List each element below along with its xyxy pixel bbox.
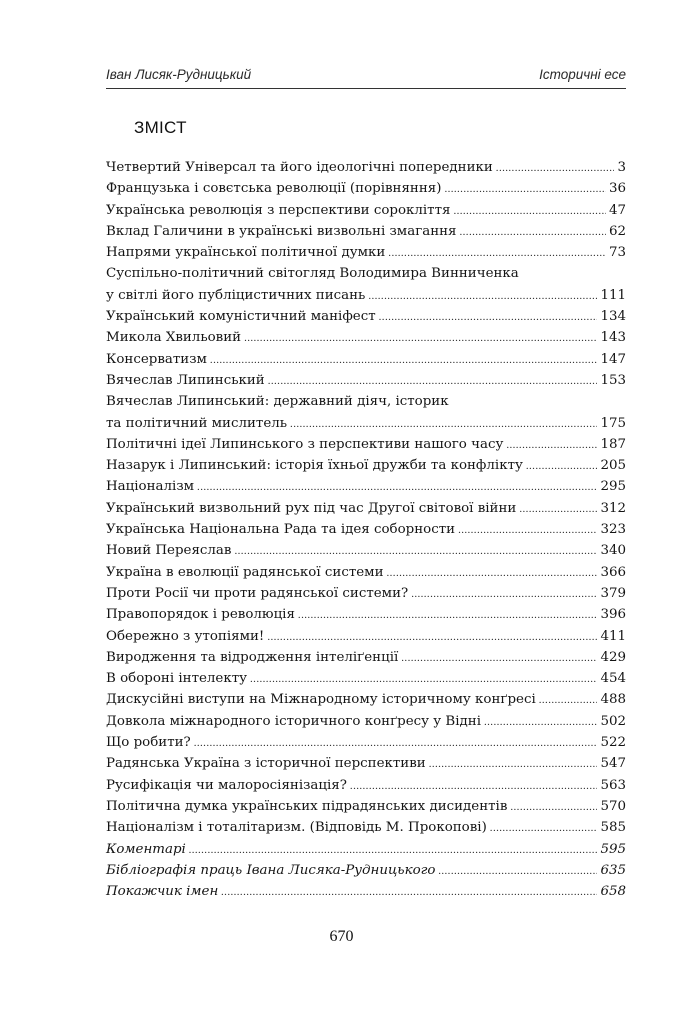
toc-entry[interactable] [106, 327, 626, 348]
toc-entry-page: 502 [600, 713, 626, 729]
toc-entry-page: 153 [600, 372, 626, 388]
toc-dot-leader [268, 371, 598, 392]
toc-entry-title: Назарук і Липинський: історія їхньої дружби та конфлікту [106, 458, 523, 474]
toc-entry-page: 379 [600, 585, 626, 601]
toc-entry-title: Проти Росії чи проти радянської системи? [106, 585, 409, 601]
toc-dot-leader [510, 797, 597, 818]
toc-dot-leader [453, 201, 606, 222]
toc-dot-leader [490, 818, 598, 839]
toc-dot-leader [519, 499, 597, 520]
toc-entry-title: Вячеслав Липинський: державний діяч, історик [106, 394, 449, 410]
toc-dot-leader [267, 627, 597, 648]
toc-entry[interactable] [106, 519, 626, 540]
toc-dot-leader [484, 712, 597, 733]
toc-dot-leader [506, 435, 597, 456]
toc-entry-title: Радянська Україна з історичної перспективи [106, 756, 426, 772]
toc-entry-page: 411 [600, 628, 626, 644]
toc-entry-title: Українська революція з перспективи сорокліття [106, 202, 451, 218]
toc-entry-page: 396 [600, 607, 626, 623]
toc-entry-page: 635 [600, 862, 626, 878]
toc-entry-title: В обороні інтелекту [106, 671, 248, 687]
toc-entry[interactable] [106, 562, 626, 583]
toc-entry-title: Політична думка українських підрадянських дисидентів [106, 798, 508, 814]
toc-entry[interactable] [106, 689, 626, 710]
toc-entry-page: 111 [600, 287, 626, 303]
toc-dot-leader [411, 584, 597, 605]
toc-entry-title: Коментарі [106, 841, 186, 857]
toc-dot-leader [194, 733, 598, 754]
toc-entry-title: Націоналізм і тоталітаризм. (Відповідь М. Прокопові) [106, 820, 487, 836]
toc-entry[interactable] [106, 413, 626, 434]
toc-entry-title: Політичні ідеї Липинського з перспективи нашого часу [106, 436, 504, 452]
toc-entry[interactable] [106, 498, 626, 519]
header-rule [106, 88, 626, 89]
toc-entry-title: Вячеслав Липинський [106, 372, 265, 388]
toc-entry-page: 570 [600, 798, 626, 814]
toc-entry-title: Довкола міжнародного історичного конґресу у Відні [106, 713, 481, 729]
toc-entry[interactable] [106, 349, 626, 370]
toc-entry[interactable] [106, 711, 626, 732]
toc-entry-page: 547 [600, 756, 626, 772]
toc-entry[interactable] [106, 775, 626, 796]
toc-entry-page: 143 [600, 330, 626, 346]
toc-dot-leader [438, 861, 597, 882]
toc-entry-title-line [106, 391, 626, 412]
toc-entry-page: 429 [600, 649, 626, 665]
toc-entry[interactable] [106, 476, 626, 497]
toc-entry-page: 147 [600, 351, 626, 367]
toc-entry-page: 205 [600, 458, 626, 474]
toc-entry-title: Бібліографія праць Івана Лисяка-Рудницького [106, 862, 436, 878]
toc-dot-leader [250, 669, 597, 690]
toc-entry-title: Четвертий Універсал та його ідеологічні попередники [106, 160, 493, 175]
toc-dot-leader [429, 754, 598, 775]
toc-entry-page: 175 [600, 415, 626, 431]
toc-entry-title: Українська Національна Рада та ідея соборности [106, 522, 456, 538]
toc-entry[interactable] [106, 178, 626, 199]
toc-entry[interactable] [106, 796, 626, 817]
toc-entry[interactable] [106, 817, 626, 838]
running-header [106, 67, 626, 87]
toc-entry-page: 340 [600, 543, 626, 559]
toc-entry-page: 454 [600, 671, 626, 687]
toc-entry[interactable] [106, 583, 626, 604]
header-author: Іван Лисяк-Рудницький [106, 67, 252, 82]
toc-dot-leader [444, 179, 606, 200]
toc-entry-title-line [106, 263, 626, 284]
page-title: ЗМІСТ [134, 118, 187, 137]
toc-dot-leader [539, 690, 598, 711]
toc-entry[interactable] [106, 434, 626, 455]
toc-dot-leader [350, 776, 598, 797]
toc-entry-title: Французька і совєтська революції (порівняння) [106, 181, 442, 197]
toc-dot-leader [197, 477, 597, 498]
toc-entry[interactable] [106, 455, 626, 476]
toc-entry-title: Суспільно-політичний світогляд Володимира Винниченка [106, 266, 519, 282]
toc-entry-page: 187 [600, 436, 626, 452]
toc-entry[interactable] [106, 839, 626, 860]
toc-entry-page: 62 [608, 223, 626, 239]
toc-entry-page: 488 [600, 692, 626, 708]
toc-entry-title: Український визвольний рух під час Другої світової війни [106, 500, 517, 516]
toc-entry-title: Націоналізм [106, 479, 195, 495]
toc-entry[interactable] [106, 668, 626, 689]
header-book-title: Історичні есе [539, 67, 626, 82]
toc-entry-page: 295 [600, 479, 626, 495]
toc-entry-title: Новий Переяслав [106, 543, 232, 559]
toc-dot-leader [210, 350, 598, 371]
toc-entry-page: 658 [600, 884, 626, 900]
toc-entry-title: Русифікація чи малоросіянізація? [106, 777, 347, 793]
toc-entry[interactable] [106, 753, 626, 774]
toc-dot-leader [496, 158, 615, 179]
toc-entry-title: Обережно з утопіями! [106, 628, 265, 644]
toc-entry-page: 36 [608, 181, 626, 197]
toc-entry[interactable] [106, 306, 626, 327]
toc-dot-leader [526, 456, 598, 477]
toc-entry[interactable] [106, 200, 626, 221]
toc-entry-title: Микола Хвильовий [106, 330, 242, 346]
toc-dot-leader [379, 307, 598, 328]
toc-dot-leader [234, 541, 597, 562]
table-of-contents [106, 157, 626, 902]
toc-entry-page: 3 [617, 160, 626, 175]
toc-entry-page: 134 [600, 309, 626, 325]
toc-entry-title: Правопорядок і революція [106, 607, 295, 623]
toc-entry[interactable] [106, 285, 626, 306]
toc-entry-title: Покажчик імен [106, 884, 219, 900]
toc-dot-leader [244, 328, 597, 349]
toc-entry-title: Україна в еволюції радянської системи [106, 564, 384, 580]
toc-entry-title: у світлі його публіцистичних писань [106, 287, 366, 303]
toc-entry[interactable] [106, 647, 626, 668]
toc-dot-leader [290, 414, 597, 435]
toc-entry[interactable] [106, 732, 626, 753]
toc-entry[interactable] [106, 221, 626, 242]
toc-dot-leader [460, 222, 606, 243]
toc-entry[interactable] [106, 370, 626, 391]
toc-entry-title: Напрями української політичної думки [106, 245, 386, 261]
toc-entry-title: Що робити? [106, 735, 191, 751]
toc-dot-leader [368, 286, 597, 307]
toc-dot-leader [221, 882, 597, 903]
toc-entry-page: 585 [600, 820, 626, 836]
toc-entry-title: Виродження та відродження інтеліґенції [106, 649, 399, 665]
toc-entry[interactable] [106, 860, 626, 881]
toc-entry-page: 595 [600, 841, 626, 857]
toc-dot-leader [401, 648, 597, 669]
toc-entry-title: Дискусійні виступи на Міжнародному історичному конґресі [106, 692, 536, 708]
toc-entry[interactable] [106, 242, 626, 263]
toc-entry-page: 366 [600, 564, 626, 580]
toc-entry-title: Український комуністичний маніфест [106, 309, 376, 325]
toc-dot-leader [388, 243, 606, 264]
page-number: 670 [329, 928, 354, 945]
toc-entry-title: та політичний мислитель [106, 415, 288, 431]
toc-entry[interactable] [106, 604, 626, 625]
toc-entry[interactable] [106, 881, 626, 902]
toc-entry[interactable] [106, 540, 626, 561]
toc-entry-page: 73 [608, 245, 626, 261]
toc-entry-page: 312 [600, 500, 626, 516]
toc-entry[interactable] [106, 626, 626, 647]
toc-dot-leader [189, 840, 598, 861]
toc-dot-leader [298, 605, 598, 626]
toc-entry-title: Консерватизм [106, 351, 207, 367]
toc-dot-leader [458, 520, 597, 541]
toc-entry-page: 522 [600, 735, 626, 751]
toc-entry-page: 323 [600, 522, 626, 538]
toc-entry-page: 47 [608, 202, 626, 218]
toc-entry-title: Вклад Галичини в українські визвольні змагання [106, 223, 457, 239]
toc-entry[interactable] [106, 157, 626, 178]
toc-dot-leader [387, 563, 598, 584]
toc-entry-page: 563 [600, 777, 626, 793]
